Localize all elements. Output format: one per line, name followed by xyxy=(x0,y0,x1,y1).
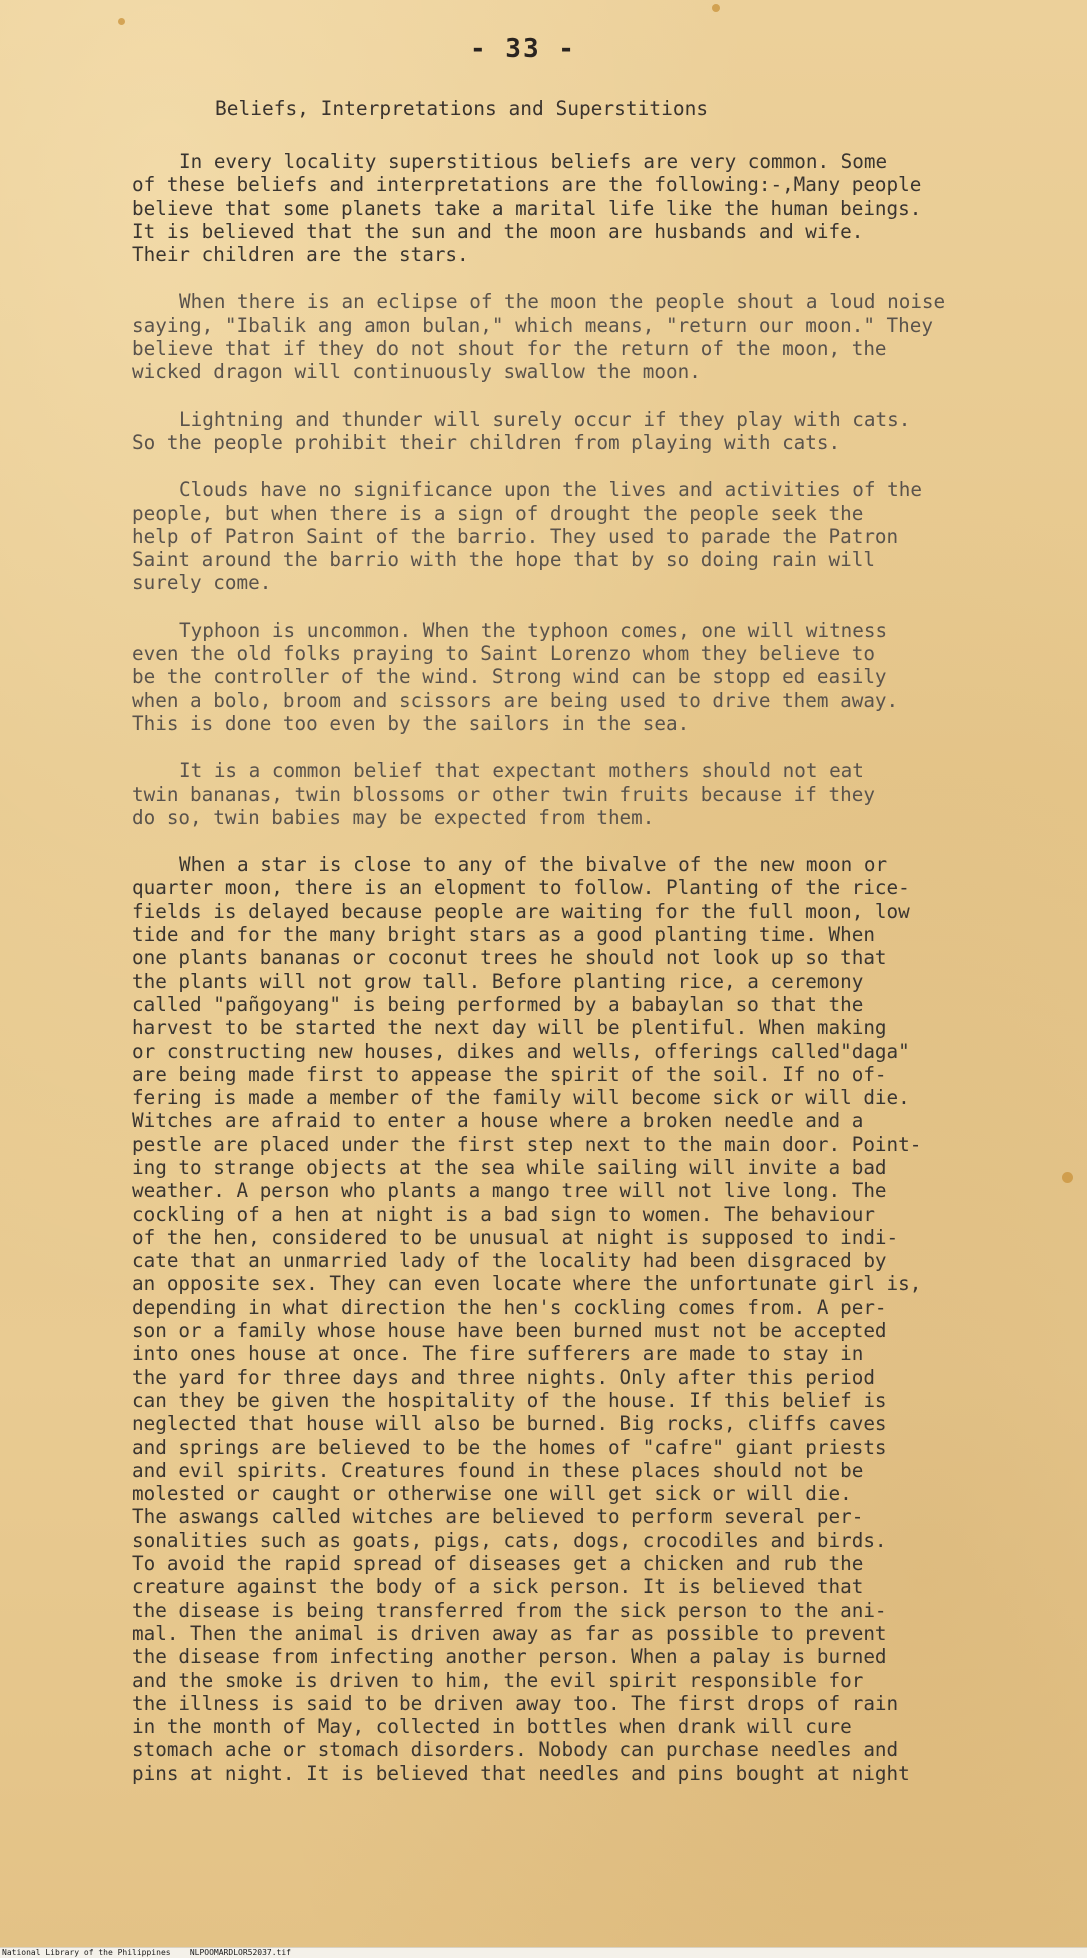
paragraph-clouds: Clouds have no significance upon the lives and activities of the people, but when there is a sign of drought the people seek the help of Patron Saint of the barrio. They used to parade the Patron Saint around the barrio with the hope that by so doing rain will surely come. xyxy=(132,478,922,595)
page-number: - 33 - xyxy=(470,34,576,64)
archive-footer: National Library of the Philippines NLPOOMARDLOR52037.tif xyxy=(2,1948,291,1957)
paragraph-planets: In every locality superstitious beliefs are very common. Some of these beliefs and interpretations are the following:-,Many people believe that some planets take a marital life like the human beings. It is believed that the sun and the moon are husbands and wife. Their children are the stars. xyxy=(132,150,922,267)
paper-stain xyxy=(1062,1172,1073,1183)
paragraph-lightning: Lightning and thunder will surely occur if they play with cats. So the people prohibit their children from playing with cats. xyxy=(132,407,911,454)
paragraph-omens: When a star is close to any of the bivalve of the new moon or quarter moon, there is an elopment to follow. Planting of the rice- fields is delayed because people are waiting for the full moon, low tide and for the many bright stars as a good planting time. When one plants bananas or coconut trees he should not look up so that the plants will not grow tall. Before planting rice, a ceremony called "pañgoyang" is being performed by a babaylan so that the harvest to be started the next day will be plentiful. When making or constructing new houses, dikes and wells, offerings called"daga" are being made first to appease the spirit of the soil. If no of- fering is made a member of the family will become sick or will die. Witches are afraid to enter a house where a broken needle and a pestle are placed under the first step next to the main door. Point- ing to strange objects at the sea while sailing will invite a bad weather. A person who plants a mango tree will not live long. The cockling of a hen at night is a bad sign to women. The behaviour of the hen, considered to be unusual at night is supposed to indi- cate that an unmarried lady of the locality had been disgraced by an opposite sex. They can even locate where the unfortunate girl is, depending in what direction the hen's cockling comes from. A per- son or a family whose house have been burned must not be accepted into ones house at once. The fire sufferers are made to stay in the yard for three days and three nights. Only after this period can they be given the hospitality of the house. If this belief is neglected that house will also be burned. Big rocks, cliffs caves and springs are believed to be the homes of "cafre" giant priests and evil spirits. Creatures found in these places should not be molested or caught or otherwise one will get sick or will die. The aswangs called witches are believed to perform several per- sonalities such as goats, pigs, cats, dogs, crocodiles and birds. To avoid the rapid spread of diseases get a chicken and rub the creature against the body of a sick person. It is believed that the disease is being transferred from the sick person to the ani- mal. Then the animal is driven away as far as possible to prevent the disease from infecting another person. When a palay is burned and the smoke is driven to him, the evil spirit responsible for the illness is said to be driven away too. The first drops of rain in the month of May, collected in bottles when drank will cure stomach ache or stomach disorders. Nobody can purchase needles and pins at night. It is believed that needles and pins bought at night xyxy=(132,853,922,1785)
paper-stain xyxy=(118,18,125,25)
document-body xyxy=(132,150,1032,1785)
section-heading: Beliefs, Interpretations and Superstitions xyxy=(215,97,709,120)
paragraph-eclipse: When there is an eclipse of the moon the people shout a loud noise saying, "Ibalik ang amon bulan," which means, "return our moon." They believe that if they do not shout for the return of the moon, the wicked dragon will continuously swallow the moon. xyxy=(132,290,946,384)
paragraph-twin-fruits: It is a common belief that expectant mothers should not eat twin bananas, twin blossoms or other twin fruits because if they do so, twin babies may be expected from them. xyxy=(132,759,875,829)
paragraph-typhoon: Typhoon is uncommon. When the typhoon comes, one will witness even the old folks praying to Saint Lorenzo whom they believe to be the controller of the wind. Strong wind can be stopp ed easily when a bolo, broom and scissors are being used to drive them away. This is done too even by the sailors in the sea. xyxy=(132,618,899,735)
paper-stain xyxy=(712,4,720,12)
